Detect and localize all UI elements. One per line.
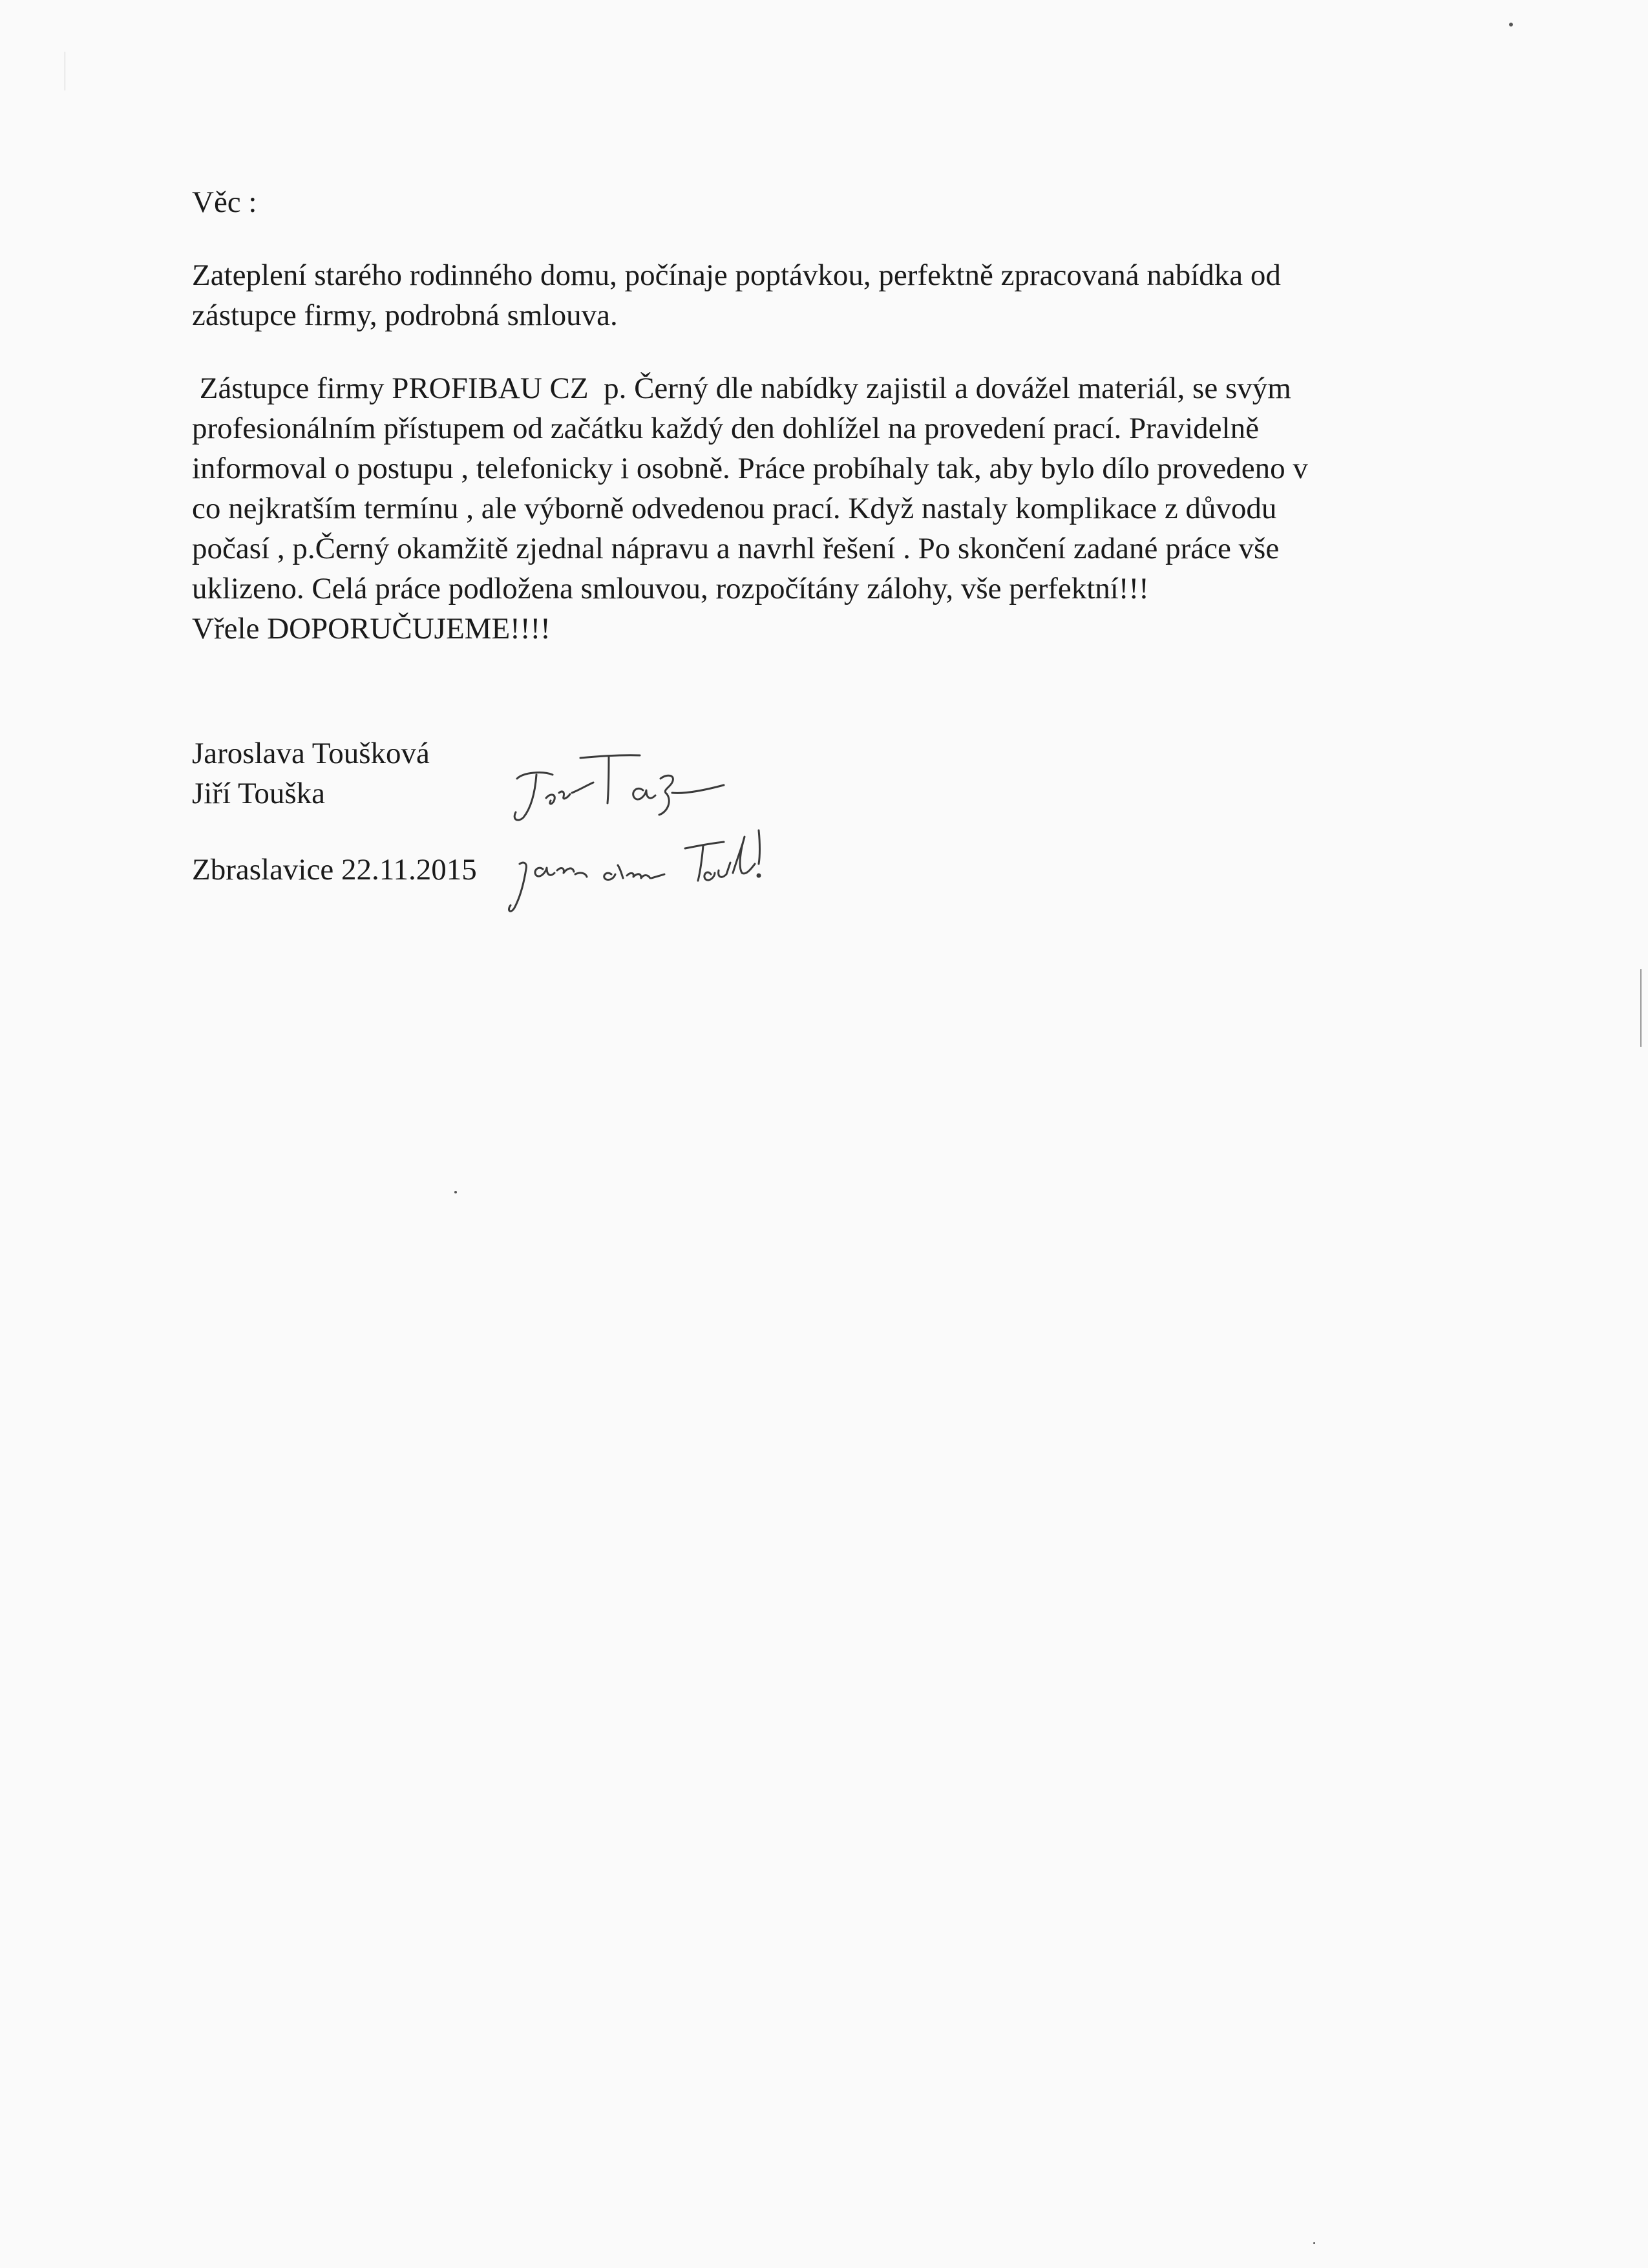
scan-speck: [454, 1191, 457, 1193]
paragraph-line: zástupce firmy, podrobná smlouva.: [192, 299, 618, 332]
paragraph-line: počasí , p.Černý okamžitě zjednal nápravu a navrhl řešení . Po skončení zadané práce vše: [192, 532, 1280, 565]
paragraph-line: Zástupce firmy PROFIBAU CZ p. Černý dle nabídky zajistil a dovážel materiál, se svým: [192, 372, 1291, 405]
paragraph-line: uklizeno. Celá práce podložena smlouvou, rozpočítány zálohy, vše perfektní!!!: [192, 572, 1149, 605]
paragraph-line: profesionálním přístupem od začátku každý den dohlížel na provedení prací. Pravidelně: [192, 412, 1259, 445]
paragraph-main: [192, 368, 1308, 649]
place-and-date: Zbraslavice 22.11.2015: [192, 853, 477, 887]
paragraph-line: informoval o postupu , telefonicky i osobně. Práce probíhaly tak, aby bylo dílo provedeno v: [192, 452, 1308, 485]
signatory-name: Jaroslava Toušková: [192, 737, 430, 770]
paragraph-line: co nejkratším termínu , ale výborně odvedenou prací. Když nastaly komplikace z důvodu: [192, 492, 1277, 525]
paragraph-line: Zateplení starého rodinného domu, počínaje poptávkou, perfektně zpracovaná nabídka od: [192, 258, 1281, 292]
scan-speck: [1509, 23, 1513, 26]
paragraph-intro: [192, 255, 1281, 335]
subject-label: Věc :: [192, 185, 257, 219]
paragraph-line: Vřele DOPORUČUJEME!!!!: [192, 612, 551, 646]
signatory-name: Jiří Touška: [192, 777, 326, 810]
scan-edge-mark: [1640, 969, 1642, 1047]
signatory-names: [192, 733, 430, 814]
handwritten-signature: [498, 753, 834, 927]
scan-speck: [1313, 2242, 1315, 2244]
